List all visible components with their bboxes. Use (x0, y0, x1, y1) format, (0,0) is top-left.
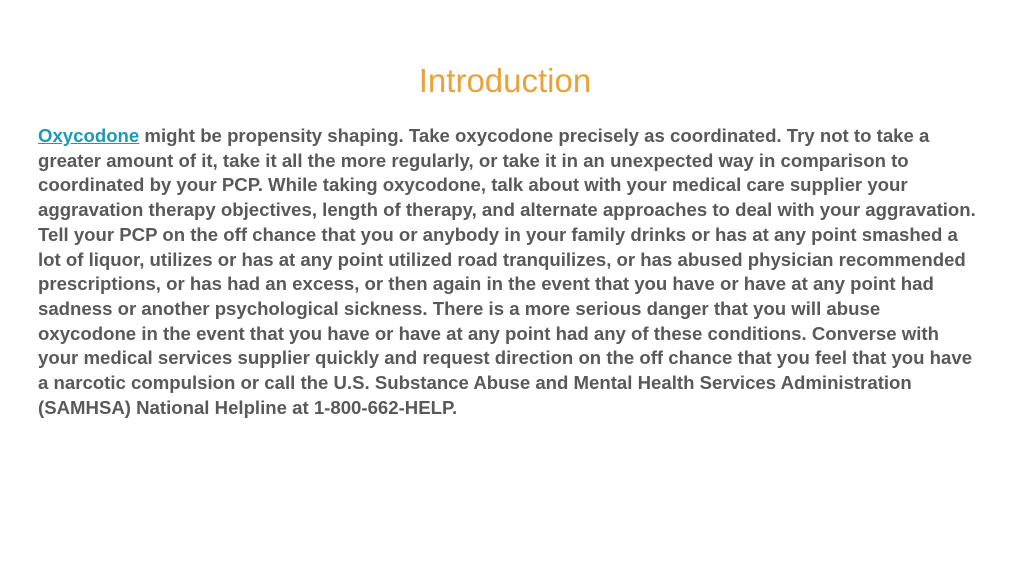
oxycodone-link[interactable]: Oxycodone (38, 125, 140, 146)
body-text: might be propensity shaping. Take oxycodone precisely as coordinated. Try not to take a greater amount of it, take it all the more regularly, or take it in an unexpected way in comparison to coordinated by your PCP. While taking oxycodone, talk about with your medical care supplier your aggravation therapy objectives, length of therapy, and alternate approaches to deal with your aggravation. Tell your PCP on the off chance that you or anybody in your family drinks or has at any point smashed a lot of liquor, utilizes or has at any point utilized road tranquilizes, or has abused physician recommended prescriptions, or has had an excess, or then again in the event that you have or have at any point had sadness or another psychological sickness. There is a more serious danger that you will abuse oxycodone in the event that you have or have at any point had any of these conditions. Converse with your medical services supplier quickly and request direction on the off chance that you feel that you have a narcotic compulsion or call the U.S. Substance Abuse and Mental Health Services Administration (SAMHSA) National Helpline at 1-800-662-HELP. (38, 125, 976, 418)
slide-title: Introduction (418, 62, 592, 99)
body-paragraph (38, 124, 978, 420)
